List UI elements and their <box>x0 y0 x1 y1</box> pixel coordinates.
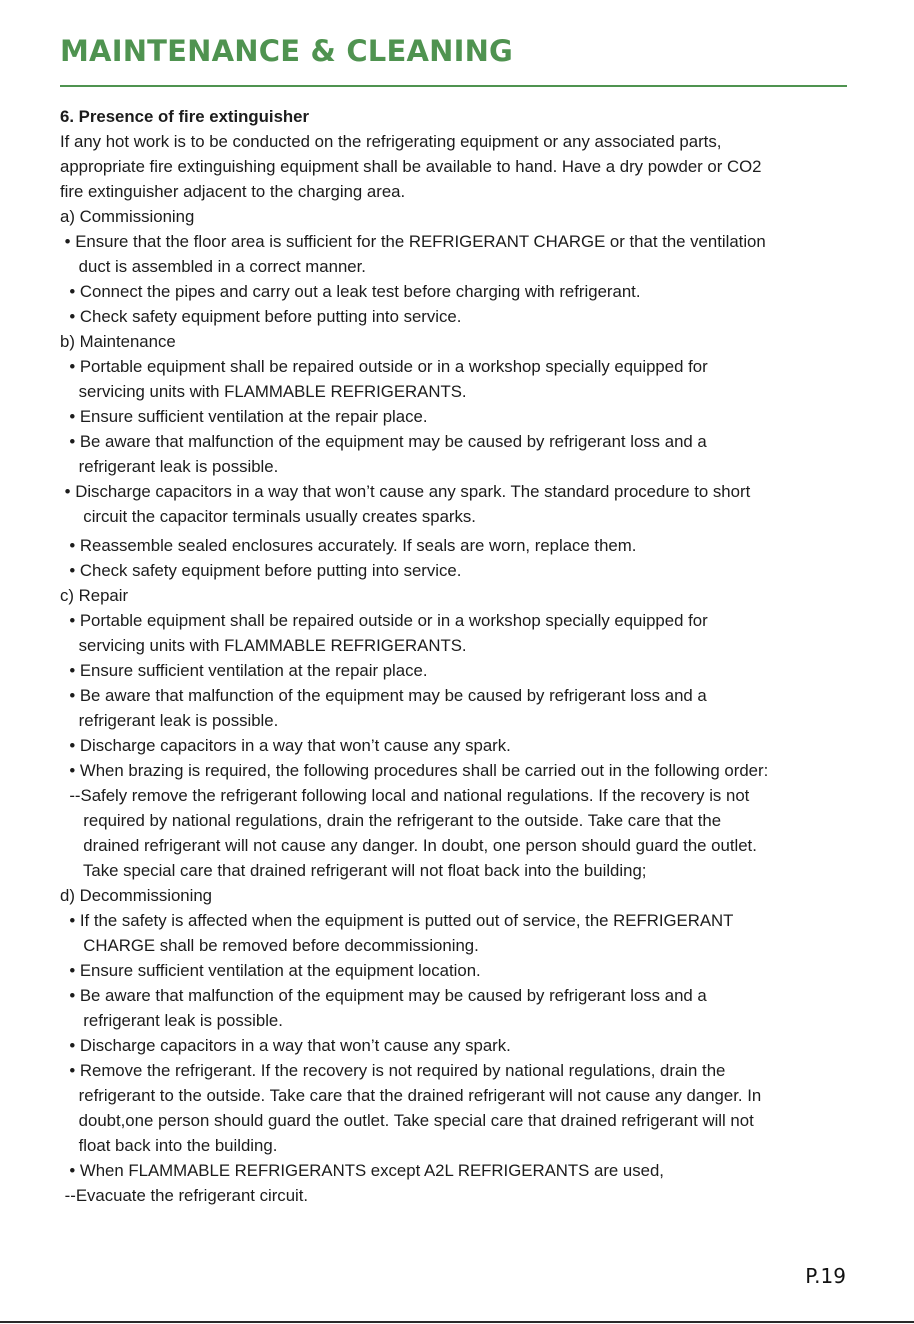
repair-line: • Discharge capacitors in a way that won’t cause any spark. <box>60 736 511 755</box>
decommissioning-line: • If the safety is affected when the equipment is putted out of service, the REFRIGERANT <box>60 911 734 930</box>
page-title: MAINTENANCE & CLEANING <box>60 34 514 68</box>
decommissioning-line: • Ensure sufficient ventilation at the equipment location. <box>60 961 481 980</box>
title-divider <box>60 85 847 87</box>
decommissioning-line: refrigerant to the outside. Take care that the drained refrigerant will not cause any danger. In <box>60 1086 762 1105</box>
decommissioning-line: --Evacuate the refrigerant circuit. <box>60 1186 309 1205</box>
repair-line: • When brazing is required, the following procedures shall be carried out in the following order: <box>60 761 769 780</box>
decommissioning-line: doubt,one person should guard the outlet. Take special care that drained refrigerant will not <box>60 1111 754 1130</box>
page-number: P.19 <box>805 1264 846 1288</box>
maintenance-line: servicing units with FLAMMABLE REFRIGERANTS. <box>60 382 467 401</box>
footer-divider <box>0 1321 914 1323</box>
commissioning-line: • Check safety equipment before putting into service. <box>60 307 462 326</box>
maintenance-title: b) Maintenance <box>60 332 176 351</box>
repair-line: • Portable equipment shall be repaired outside or in a workshop specially equipped for <box>60 611 708 630</box>
maintenance-line: • Be aware that malfunction of the equipment may be caused by refrigerant loss and a <box>60 432 707 451</box>
section-heading: 6. Presence of fire extinguisher <box>60 107 310 126</box>
decommissioning-line: • Remove the refrigerant. If the recovery is not required by national regulations, drain the <box>60 1061 726 1080</box>
repair-line: • Be aware that malfunction of the equipment may be caused by refrigerant loss and a <box>60 686 707 705</box>
repair-line: servicing units with FLAMMABLE REFRIGERANTS. <box>60 636 467 655</box>
commissioning-line: • Connect the pipes and carry out a leak test before charging with refrigerant. <box>60 282 641 301</box>
repair-line: --Safely remove the refrigerant following local and national regulations. If the recovery is not <box>60 786 750 805</box>
decommissioning-title: d) Decommissioning <box>60 886 213 905</box>
repair-line: drained refrigerant will not cause any danger. In doubt, one person should guard the outlet. <box>60 836 757 855</box>
decommissioning-line: • Be aware that malfunction of the equipment may be caused by refrigerant loss and a <box>60 986 707 1005</box>
maintenance-line: refrigerant leak is possible. <box>60 457 279 476</box>
intro-line: If any hot work is to be conducted on the refrigerating equipment or any associated parts, <box>60 132 722 151</box>
maintenance-line: • Reassemble sealed enclosures accurately. If seals are worn, replace them. <box>60 536 637 555</box>
decommissioning-line: CHARGE shall be removed before decommissioning. <box>60 936 479 955</box>
repair-line: • Ensure sufficient ventilation at the repair place. <box>60 661 428 680</box>
maintenance-line: circuit the capacitor terminals usually creates sparks. <box>60 507 476 526</box>
repair-line: Take special care that drained refrigerant will not float back into the building; <box>60 861 647 880</box>
decommissioning-line: • When FLAMMABLE REFRIGERANTS except A2L REFRIGERANTS are used, <box>60 1161 664 1180</box>
decommissioning-line: • Discharge capacitors in a way that won’t cause any spark. <box>60 1036 511 1055</box>
commissioning-line: • Ensure that the floor area is sufficient for the REFRIGERANT CHARGE or that the ventilation <box>60 232 766 251</box>
maintenance-line: • Discharge capacitors in a way that won’t cause any spark. The standard procedure to short <box>60 482 751 501</box>
intro-line: fire extinguisher adjacent to the charging area. <box>60 182 406 201</box>
repair-line: refrigerant leak is possible. <box>60 711 279 730</box>
decommissioning-line: float back into the building. <box>60 1136 278 1155</box>
intro-line: appropriate fire extinguishing equipment shall be available to hand. Have a dry powder or CO2 <box>60 157 762 176</box>
repair-line: required by national regulations, drain the refrigerant to the outside. Take care that the <box>60 811 722 830</box>
section-fire-extinguisher <box>60 104 860 1208</box>
maintenance-line: • Ensure sufficient ventilation at the repair place. <box>60 407 428 426</box>
commissioning-title: a) Commissioning <box>60 207 195 226</box>
decommissioning-line: refrigerant leak is possible. <box>60 1011 283 1030</box>
maintenance-line: • Check safety equipment before putting into service. <box>60 561 462 580</box>
repair-title: c) Repair <box>60 586 129 605</box>
commissioning-line: duct is assembled in a correct manner. <box>60 257 366 276</box>
maintenance-line: • Portable equipment shall be repaired outside or in a workshop specially equipped for <box>60 357 708 376</box>
